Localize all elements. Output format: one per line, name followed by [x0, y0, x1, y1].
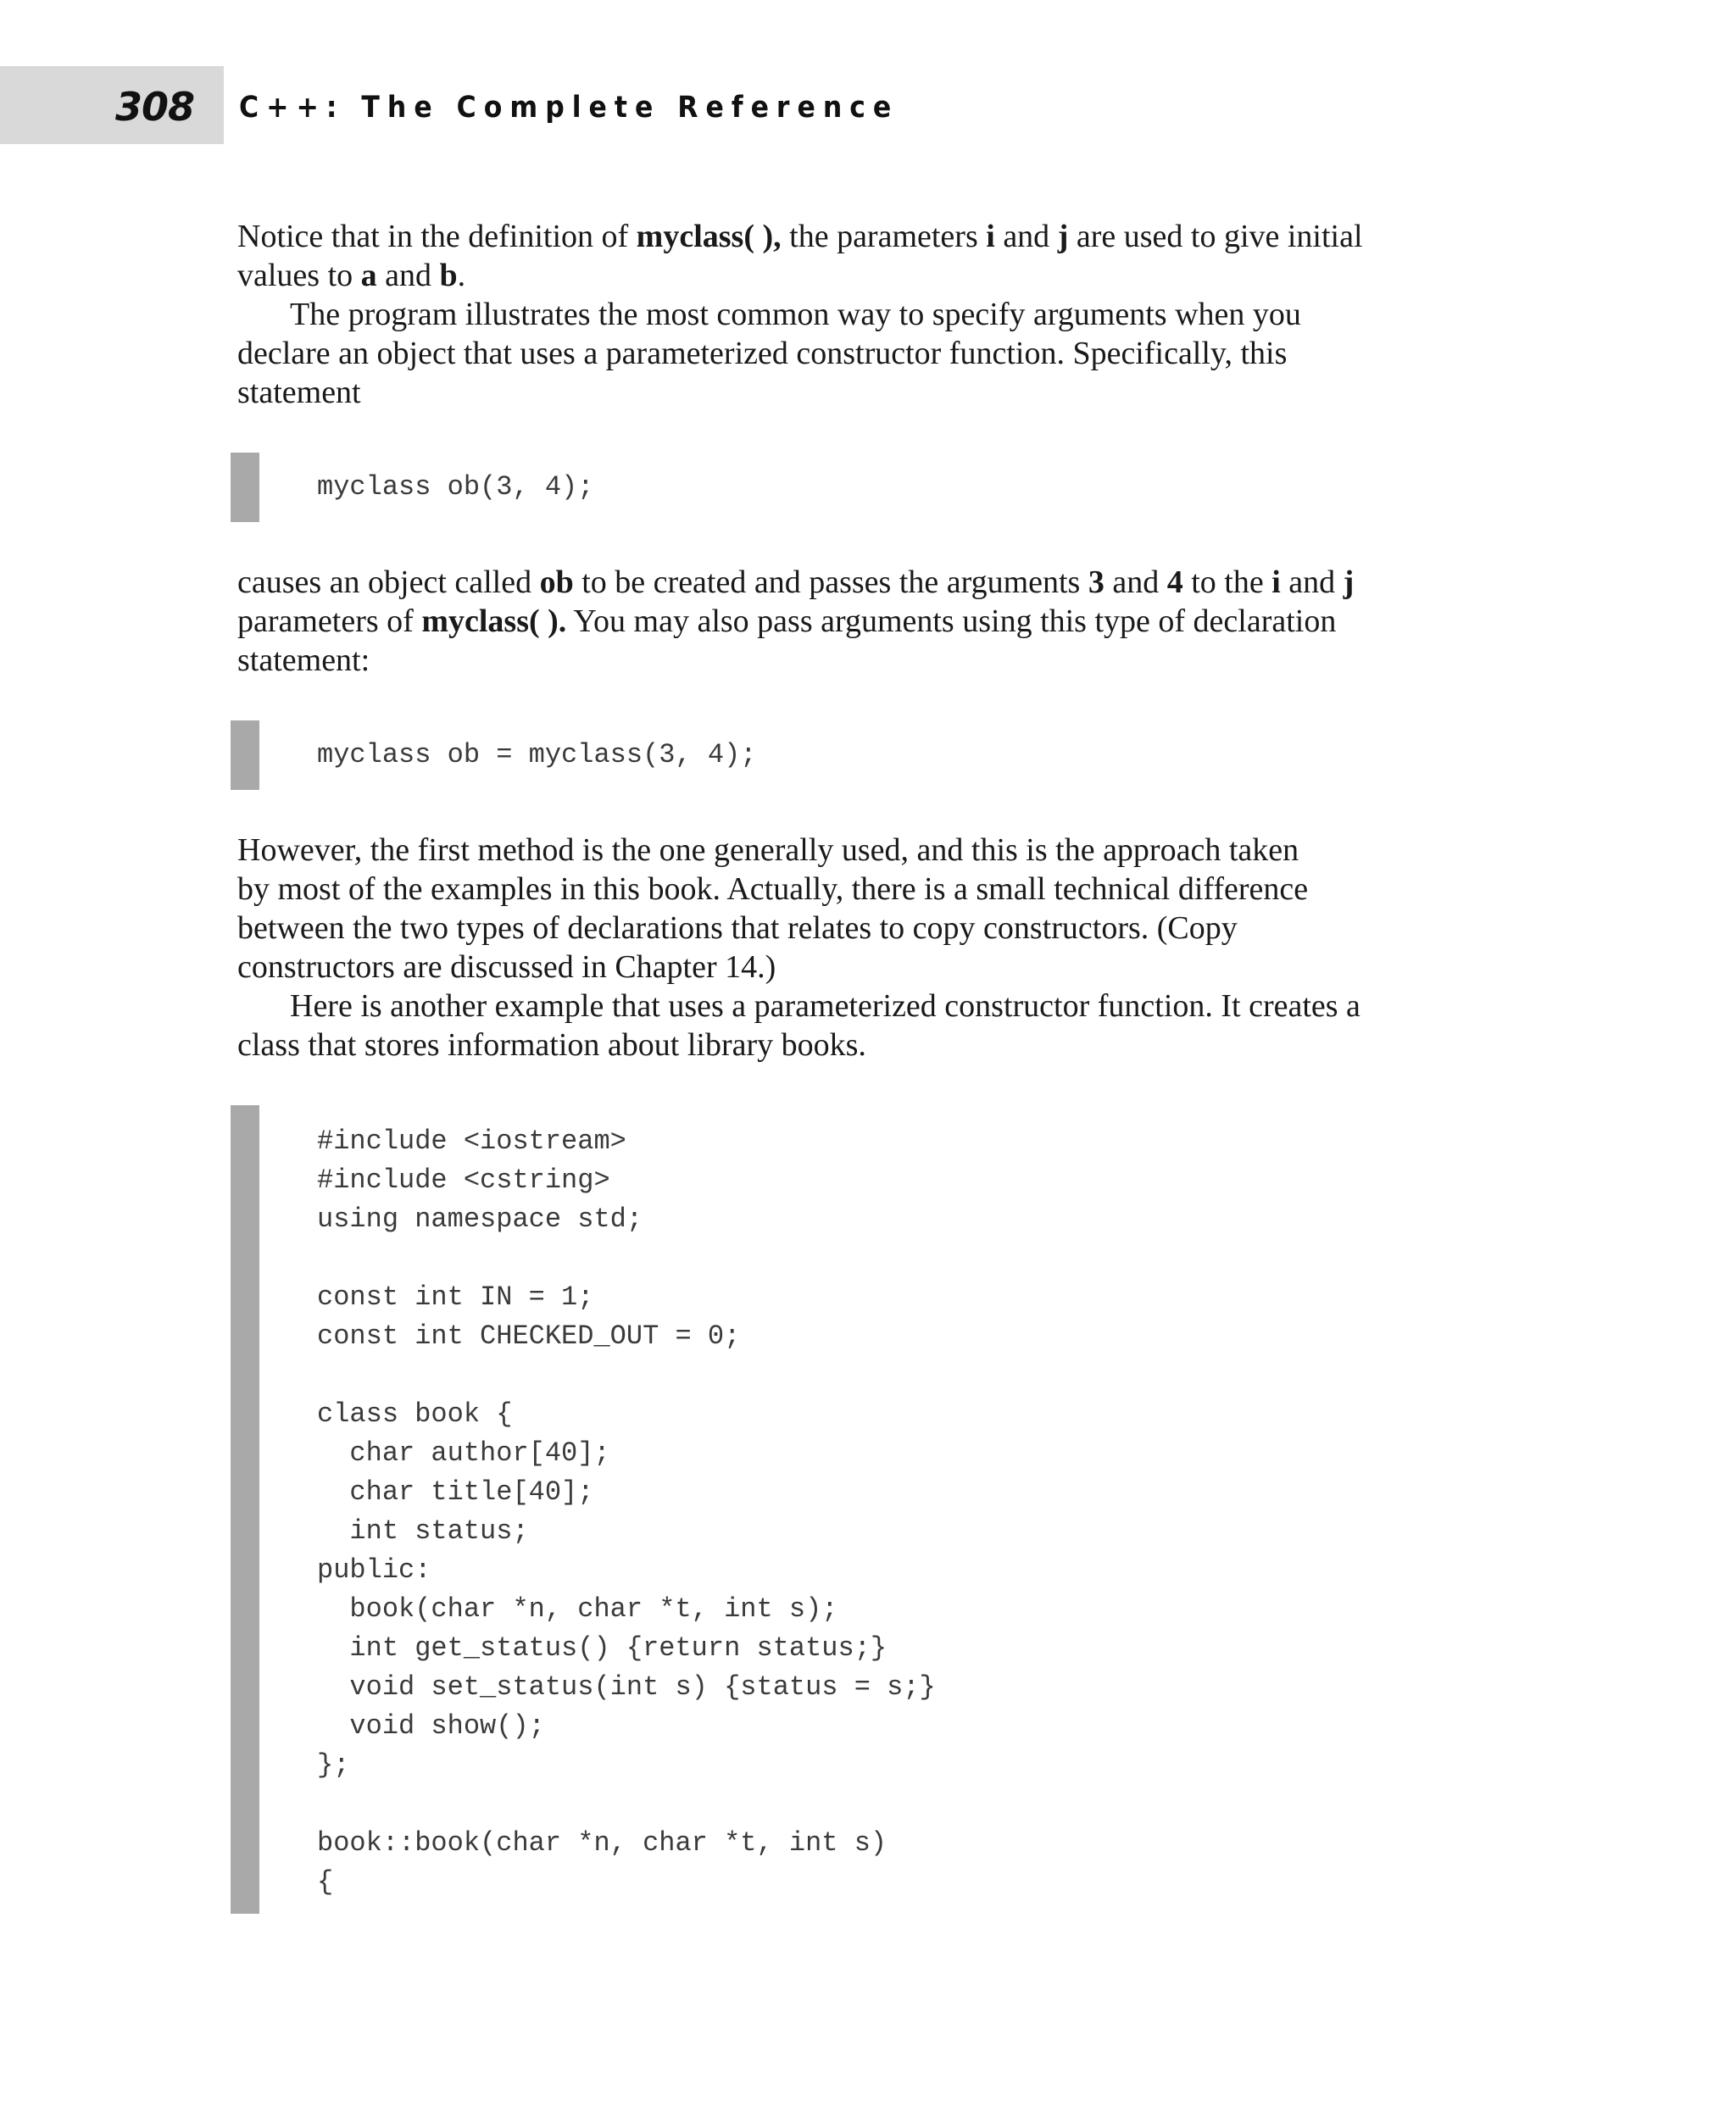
- text-run: are used to give initial: [1068, 219, 1363, 254]
- bold-term: a: [360, 258, 377, 293]
- text-run: between the two types of declarations that relates to copy constructors. (Copy: [237, 910, 1238, 946]
- text-run: values to: [237, 258, 361, 293]
- text-run: to be created and passes the arguments: [573, 564, 1088, 600]
- paragraph: [237, 217, 1500, 412]
- text-line: [237, 909, 1500, 948]
- text-run: Here is another example that uses a parameterized constructor function. It creates a: [290, 988, 1360, 1024]
- text-run: statement: [237, 375, 361, 410]
- code-block: [231, 453, 1500, 522]
- text-line: [237, 641, 1500, 680]
- bold-term: j: [1057, 219, 1069, 254]
- paragraph: [237, 831, 1500, 1065]
- bold-term: j: [1343, 564, 1355, 600]
- code-line: class book {: [317, 1398, 513, 1430]
- text-run: to the: [1182, 564, 1272, 600]
- text-line: [237, 987, 1500, 1026]
- code-line: [317, 1239, 1500, 1278]
- code-line: book(char *n, char *t, int s);: [317, 1593, 838, 1625]
- code-block: [231, 1105, 1500, 1914]
- code-line: };: [317, 1749, 350, 1781]
- bold-term: ob: [539, 564, 574, 600]
- text-run: However, the first method is the one generally used, and this is the approach taken: [237, 832, 1299, 868]
- text-line: [237, 948, 1500, 987]
- text-run: and: [994, 219, 1058, 254]
- code-line: [317, 1356, 1500, 1395]
- code-line: myclass ob = myclass(3, 4);: [317, 739, 757, 770]
- code-line: using namespace std;: [317, 1204, 643, 1235]
- bold-term: 4: [1166, 564, 1183, 600]
- code-line: void set_status(int s) {status = s;}: [317, 1671, 936, 1703]
- code-line: const int CHECKED_OUT = 0;: [317, 1320, 741, 1352]
- text-run: by most of the examples in this book. Actually, there is a small technical difference: [237, 871, 1309, 907]
- text-line: [237, 217, 1500, 256]
- text-line: [237, 870, 1500, 909]
- code-line: char title[40];: [317, 1476, 594, 1508]
- code-line: myclass ob(3, 4);: [317, 471, 594, 503]
- text-line: [237, 563, 1500, 602]
- bold-term: 3: [1088, 564, 1104, 600]
- text-line: [237, 602, 1500, 641]
- page-number: 308: [115, 84, 195, 130]
- page-body: [237, 217, 1500, 1914]
- code-line: int status;: [317, 1515, 529, 1547]
- text-run: constructors are discussed in Chapter 14.): [237, 949, 776, 985]
- bold-term: i: [986, 219, 995, 254]
- code-line: [317, 1785, 1500, 1824]
- code-block: [231, 720, 1500, 790]
- text-run: and: [1280, 564, 1344, 600]
- text-run: Notice that in the definition of: [237, 219, 637, 254]
- text-run: statement:: [237, 642, 370, 678]
- text-line: [237, 256, 1500, 295]
- text-run: and: [376, 258, 440, 293]
- text-run: causes an object called: [237, 564, 540, 600]
- text-line: [237, 1026, 1500, 1065]
- bold-term: myclass( ).: [421, 603, 567, 639]
- running-head: C++: The Complete Reference: [239, 91, 899, 125]
- code-line: void show();: [317, 1710, 545, 1742]
- code-line: #include <iostream>: [317, 1126, 626, 1157]
- text-run: You may also pass arguments using this type of declaration: [566, 603, 1337, 639]
- bold-term: b: [439, 258, 458, 293]
- text-run: and: [1104, 564, 1167, 600]
- text-line: [237, 831, 1500, 870]
- text-line: [237, 295, 1500, 334]
- code-line: #include <cstring>: [317, 1165, 610, 1196]
- text-run: the parameters: [781, 219, 987, 254]
- text-line: [237, 373, 1500, 412]
- text-run: class that stores information about library books.: [237, 1027, 866, 1063]
- code-line: char author[40];: [317, 1437, 610, 1469]
- text-run: parameters of: [237, 603, 422, 639]
- paragraph: [237, 563, 1500, 680]
- code-line: const int IN = 1;: [317, 1281, 594, 1313]
- code-line: {: [317, 1866, 334, 1898]
- text-run: .: [457, 258, 466, 293]
- code-line: book::book(char *n, char *t, int s): [317, 1827, 887, 1859]
- code-line: int get_status() {return status;}: [317, 1632, 887, 1664]
- text-run: declare an object that uses a parameterized constructor function. Specifically, this: [237, 336, 1288, 371]
- bold-term: i: [1271, 564, 1281, 600]
- text-line: [237, 334, 1500, 373]
- bold-term: myclass( ),: [636, 219, 782, 254]
- text-run: The program illustrates the most common way to specify arguments when you: [290, 297, 1301, 332]
- code-line: public:: [317, 1554, 431, 1586]
